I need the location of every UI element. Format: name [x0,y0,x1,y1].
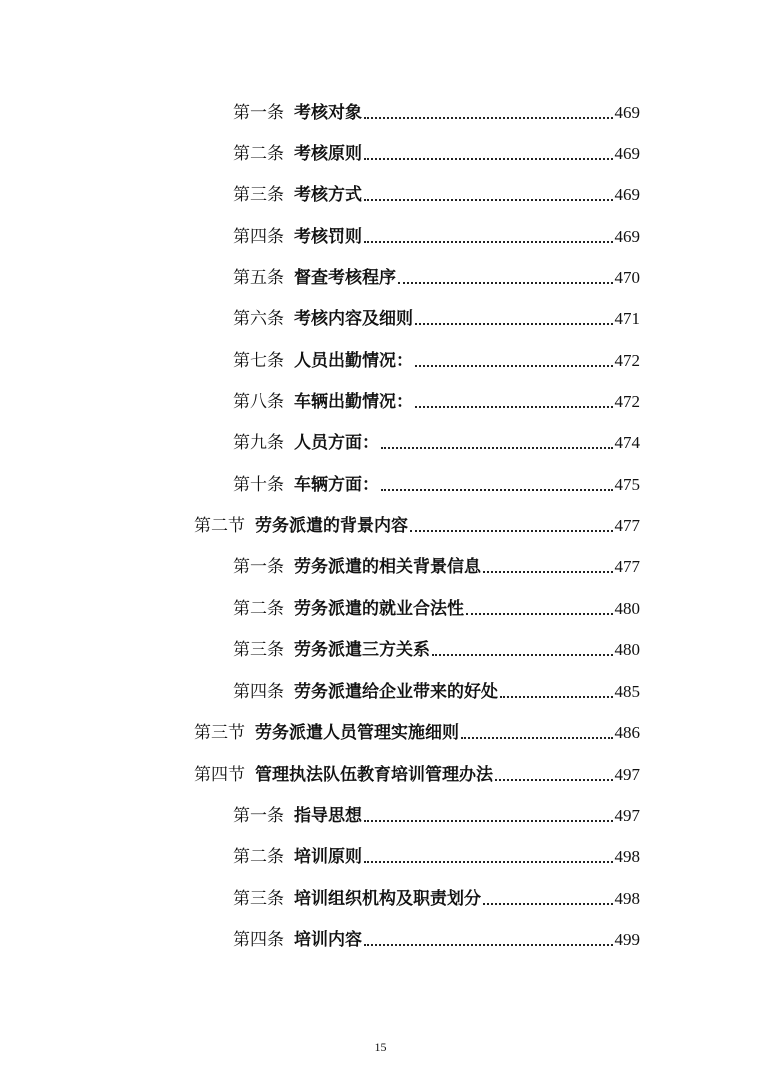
dot-leader [364,857,613,863]
toc-entry-page: 480 [614,640,640,659]
toc-entry-page: 497 [614,765,640,784]
dot-leader [364,113,613,119]
toc-entry-page: 499 [614,930,640,949]
toc-entry[interactable] [233,96,640,124]
toc-entry-page: 485 [614,682,640,701]
toc-entry-title: 考核方式 [294,185,362,205]
dot-leader [364,816,613,822]
toc-entry-number: 第三条 [233,640,284,660]
toc-entry[interactable] [233,344,640,372]
toc-section-entry[interactable] [194,758,640,786]
toc-entry-number: 第一条 [233,103,284,123]
dot-leader [461,733,613,739]
toc-entry-number: 第十条 [233,475,284,495]
toc-entry-page: 472 [614,392,640,411]
dot-leader [381,443,613,449]
dot-leader [466,609,613,615]
toc-entry-title: 培训原则 [294,847,362,867]
toc-entry-number: 第六条 [233,309,284,329]
toc-entry-page: 486 [614,723,640,742]
toc-entry-page: 477 [614,557,640,576]
toc-entry-title: 劳务派遣给企业带来的好处 [294,682,498,702]
toc-entry[interactable] [233,592,640,620]
toc-entry-number: 第五条 [233,268,284,288]
dot-leader [364,940,613,946]
toc-entry-title: 劳务派遣的背景内容 [255,516,408,536]
toc-entry-title: 培训内容 [294,930,362,950]
toc-entry[interactable] [233,633,640,661]
toc-entry-page: 469 [614,103,640,122]
toc-entry-page: 470 [614,268,640,287]
dot-leader [415,361,613,367]
toc-entry-page: 498 [614,889,640,908]
toc-section-entry[interactable] [194,509,640,537]
toc-entry[interactable] [233,882,640,910]
toc-entry[interactable] [233,302,640,330]
toc-entry-number: 第一条 [233,557,284,577]
dot-leader [495,775,613,781]
dot-leader [500,692,613,698]
toc-entry-title: 人员出勤情况： [294,351,413,371]
toc-entry-number: 第八条 [233,392,284,412]
toc-entry[interactable] [233,426,640,454]
toc-section-entry[interactable] [194,716,640,744]
toc-entry-page: 497 [614,806,640,825]
toc-entry-title: 考核原则 [294,144,362,164]
toc-entry-title: 劳务派遣的相关背景信息 [294,557,481,577]
page-number: 15 [374,1040,387,1054]
toc-entry-title: 劳务派遣的就业合法性 [294,599,464,619]
toc-entry-page: 475 [614,475,640,494]
toc-entry[interactable] [233,220,640,248]
toc-entry[interactable] [233,137,640,165]
toc-entry-number: 第七条 [233,351,284,371]
toc-entry-number: 第三节 [194,723,245,743]
toc-entry-number: 第二条 [233,144,284,164]
toc-entry-page: 498 [614,847,640,866]
dot-leader [410,526,613,532]
dot-leader [483,567,613,573]
toc-entry[interactable] [233,799,640,827]
dot-leader [415,319,613,325]
toc-entry-number: 第二条 [233,599,284,619]
toc-entry-number: 第三条 [233,185,284,205]
dot-leader [364,237,613,243]
toc-entry-number: 第四节 [194,765,245,785]
toc-entry-page: 474 [614,433,640,452]
dot-leader [415,402,613,408]
toc-entry-page: 469 [614,144,640,163]
toc-entry-page: 469 [614,227,640,246]
toc-entry[interactable] [233,550,640,578]
toc-entry-title: 指导思想 [294,806,362,826]
toc-entry-page: 472 [614,351,640,370]
toc-entry-page: 471 [614,309,640,328]
toc-entry-title: 培训组织机构及职责划分 [294,889,481,909]
toc-entry-title: 劳务派遣人员管理实施细则 [255,723,459,743]
toc-entry-number: 第四条 [233,227,284,247]
toc-entry-title: 车辆出勤情况： [294,392,413,412]
toc-entry-title: 人员方面： [294,433,379,453]
toc-entry[interactable] [233,675,640,703]
toc-entry-page: 477 [614,516,640,535]
dot-leader [483,899,613,905]
toc-entry[interactable] [233,468,640,496]
toc-entry-page: 469 [614,185,640,204]
toc-entry-number: 第四条 [233,682,284,702]
toc-entry[interactable] [233,261,640,289]
toc-entry-title: 考核罚则 [294,227,362,247]
dot-leader [381,485,613,491]
toc-entry-number: 第一条 [233,806,284,826]
toc-entry-number: 第九条 [233,433,284,453]
toc-entry[interactable] [233,385,640,413]
toc-entry-number: 第二条 [233,847,284,867]
dot-leader [432,650,613,656]
dot-leader [364,154,613,160]
toc-entry[interactable] [233,178,640,206]
toc-entry-title: 车辆方面： [294,475,379,495]
toc-entry-number: 第二节 [194,516,245,536]
toc-entry-number: 第四条 [233,930,284,950]
toc-entry-title: 督查考核程序 [294,268,396,288]
toc-entry[interactable] [233,840,640,868]
dot-leader [364,195,613,201]
toc-entry-title: 管理执法队伍教育培训管理办法 [255,765,493,785]
dot-leader [398,278,613,284]
toc-entry-title: 劳务派遣三方关系 [294,640,430,660]
toc-entry-title: 考核对象 [294,103,362,123]
toc-entry-number: 第三条 [233,889,284,909]
toc-entry-page: 480 [614,599,640,618]
toc-entry[interactable] [233,923,640,951]
toc-entry-title: 考核内容及细则 [294,309,413,329]
